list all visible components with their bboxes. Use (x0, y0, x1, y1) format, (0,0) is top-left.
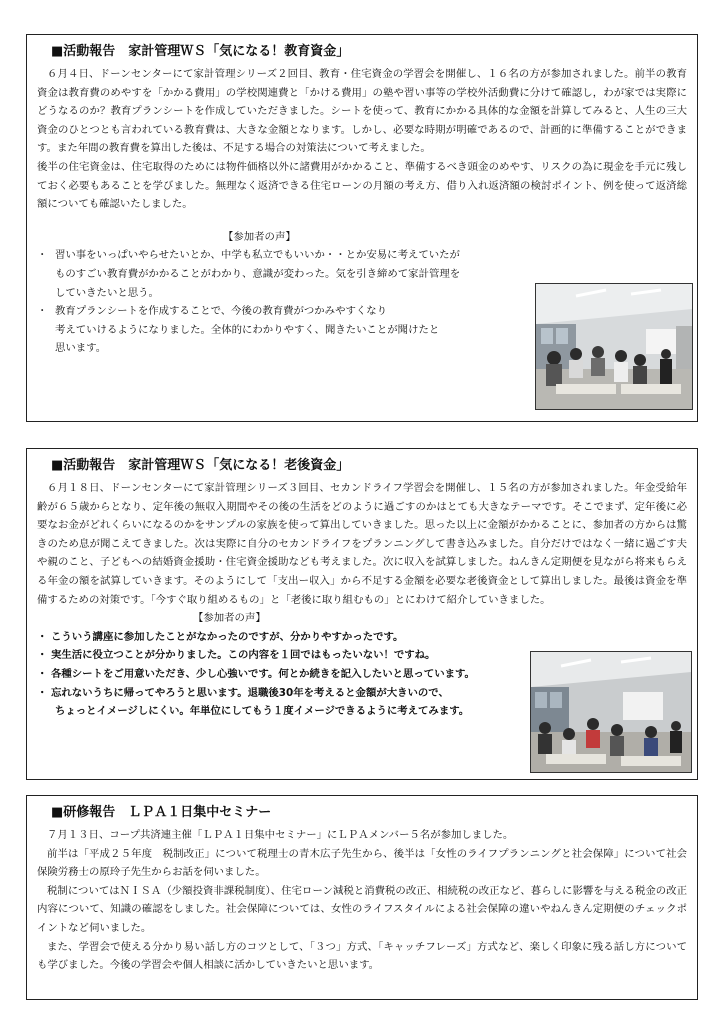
section-title: ■活動報告 家計管理ＷＳ「気になる！教育資金」 (51, 44, 350, 59)
participant-voices (37, 228, 537, 358)
section-title: ■活動報告 家計管理ＷＳ「気になる！老後資金」 (51, 458, 350, 473)
voice-item: ・ 実生活に役立つことが分かりました。この内容を１回ではもったいない！ですね。 (37, 649, 436, 662)
voices-heading: 【参加者の声】 (193, 612, 266, 625)
section-title: ■研修報告 ＬＰＡ１日集中セミナー (51, 805, 272, 820)
voice-item: ・ こういう講座に参加したことがなかったのですが、分かりやすかったです。 (37, 630, 404, 643)
paragraph: 前半は「平成２５年度 税制改正」について税理士の青木広子先生から、後半は「女性のライフプランニングと社会保障」について社会保険労務士の原玲子先生からお話を伺いました。 (37, 847, 687, 879)
paragraph: ７月１３日、コープ共済連主催「ＬＰＡ１日集中セミナー」にＬＰＡメンバー５名が参加しました。 (47, 829, 514, 841)
classroom-photo-image (536, 284, 692, 409)
paragraph: ６月１８日、ドーンセンターにて家計管理シリーズ３回目、セカンドライフ学習会を開催し、１５名の方が参加されました。年金受給年齢が６５歳からとなり、定年後の無収入期間やその後の生活をどのように過ごすのかはとても大きなテーマです。そこでまず、定年後に必要なお金がどれくらいになるのかをサンプルの家族を使って算出していきました。思った以上に金額がかかることに、参加者の方からは驚きのため息が聞こえてきました。次は実際に自分のセカンドライフをプランニングして書き込みました。自分だけではなく一緒に過ごす夫や親のこと、子どもへの結婚資金援助・住宅資金援助なども考えました。次に収入を試算しました。ねんきん定期便を見ながら将来もらえる年金の額を試算していきます。そのようにして「支出ー収入」から不足する金額を必要な老後資金として算出しました。最後は資金を準備するための対策です。「今すぐ取り組めるもの」と「老後に取り組むもの」とにわけて紹介していきました。 (37, 482, 687, 606)
paragraph: ６月４日、ドーンセンターにて家計管理シリーズ２回目、教育・住宅資金の学習会を開催し、１６名の方が参加されました。前半の教育資金は教育費のめやすを「かかる費用」の学校関連費と「かける費用」の塾や習い事等の学校外活動費に分けて確認し，わが家では実際にどうなるのか？教育プランシートを作成していただきました。シートを使って、教育にかかる具体的な金額を計算してみると、人生の三大資金のひとつとも言われている教育費は、大きな金額となります。しかし、必要な時期が明確であるので、計画的に準備することができます。また年間の教育費を算出した後は、不足する場合の対策法について考えました。 (37, 68, 687, 155)
classroom-photo-image (531, 652, 691, 772)
voice-item: ・ 教育プランシートを作成することで、今後の教育費がつかみやすくなり 考えていけるようになりました。全体的にわかりやすく、聞きたいことが聞けたと 思います。 (37, 305, 440, 355)
paragraph: 後半の住宅資金は、住宅取得のためには物件価格以外に諸費用がかかること、準備するべき頭金のめやす、リスクの為に現金を手元に残しておく必要もあることを学びました。無理なく返済できる住宅ローンの月額の考え方、借り入れ返済額の検討ポイント、例を使って返済総額についても確認いたしました。 (37, 160, 687, 211)
voice-item: ・ 習い事をいっぱいやらせたいとか、中学も私立でもいいか・・とか安易に考えていたが ものすごい教育費がかかることがわかり、意識が変わった。気を引き締めて家計管理を していきたいと思う。 (37, 249, 461, 299)
voices-heading: 【参加者の声】 (223, 230, 296, 243)
seminar-photo (530, 651, 692, 773)
paragraph: 税制についてはＮＩＳＡ（少額投資非課税制度）、住宅ローン減税と消費税の改正、相続税の改正など、暮らしに影響を与える税金の改正内容について、知識の確認をしました。社会保障については、女性のライフスタイルによる社会保障の違いやねんきん定期便のチェックポイントなど伺いました。 (37, 884, 687, 934)
voice-item: ・ 各種シートをご用意いただき、少し心強いです。何とか続きを記入したいと思っています。 (37, 667, 475, 680)
seminar-photo (535, 283, 693, 410)
section-lpa-seminar (26, 795, 698, 1000)
voice-item: ・ 忘れないうちに帰ってやろうと思います。退職後30年を考えると金額が大きいので、 ちょっとイメージしにくい。年単位にしてもう１度イメージできるように考えてみます。 (37, 686, 470, 718)
participant-voices (37, 609, 537, 721)
paragraph: また、学習会で使える分かり易い話し方のコツとして、「３つ」方式、「キャッチフレーズ」方式など、楽しく印象に残る話し方についても学びました。今後の学習会や個人相談に活かしていきたいと思います。 (37, 940, 687, 972)
